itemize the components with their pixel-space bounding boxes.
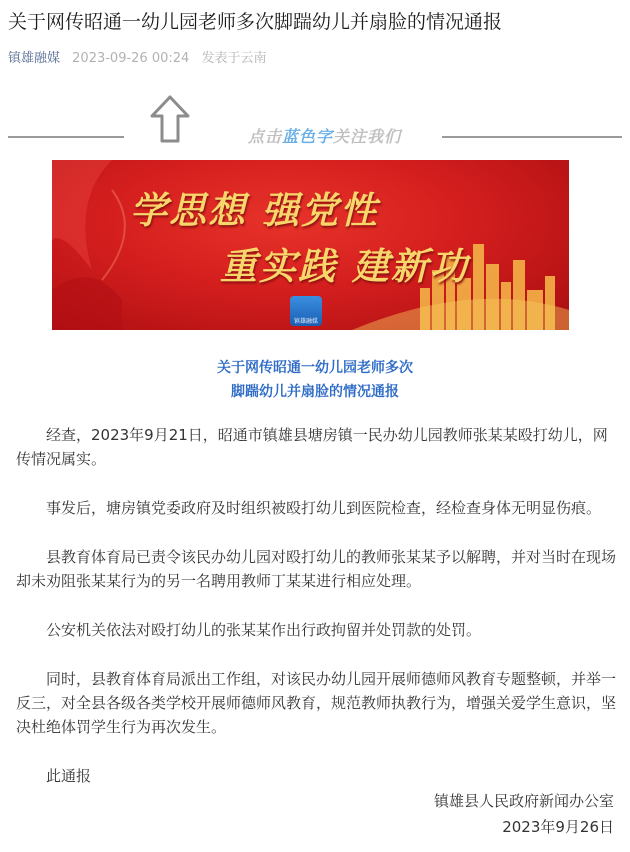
divider-right — [442, 136, 622, 138]
media-logo-icon — [290, 296, 322, 326]
paragraph-police: 公安机关依法对殴打幼儿的张某某作出行政拘留并处罚款的处罚。 — [46, 621, 482, 639]
banner-slogan-line1: 学思想 强党性 — [130, 188, 379, 232]
paragraph-rectification: 同时，县教育体育局派出工作组，对该民办幼儿园开展师德师风教育专题整顿，并举一反三，对全县各级各类学校开展师德师风教育，规范教师执教行为，增强关爱学生意识，坚决杜绝体罚学生行为再次发生。 — [16, 670, 617, 736]
paragraph-closing: 此通报 — [46, 767, 92, 785]
publish-location: 发表于云南 — [201, 51, 267, 66]
banner-slogan-line2: 重实践 建新功 — [220, 244, 469, 288]
paragraph-dismissal: 县教育体育局已责令该民办幼儿园对殴打幼儿的教师张某某予以解聘，并对当时在现场却未劝阻张某某行为的另一名聘用教师丁某某进行相应处理。 — [16, 548, 617, 590]
notice-heading-line2: 脚踹幼儿并扇脸的情况通报 — [231, 384, 399, 400]
paragraph-medical-check: 事发后，塘房镇党委政府及时组织被殴打幼儿到医院检查，经检查身体无明显伤痕。 — [46, 499, 602, 517]
follow-us-text[interactable] — [248, 124, 401, 147]
article-title: 关于网传昭通一幼儿园老师多次脚踹幼儿并扇脸的情况通报 — [8, 11, 503, 33]
signature-organization: 镇雄县人民政府新闻办公室 — [433, 792, 614, 810]
notice-heading — [8, 356, 622, 404]
signature-date: 2023年9月26日 — [502, 818, 614, 836]
follow-text-after: 关注我们 — [333, 127, 402, 146]
notice-heading-line1: 关于网传昭通一幼儿园老师多次 — [217, 360, 413, 376]
paragraph-investigation: 经查，2023年9月21日，昭通市镇雄县塘房镇一民办幼儿园教师张某某殴打幼儿，网传情况属实。 — [16, 426, 608, 468]
follow-text-before: 点击 — [248, 127, 283, 146]
publish-date: 2023-09-26 00:24 — [72, 51, 190, 66]
header-banner-image — [52, 160, 569, 330]
account-name-link[interactable]: 镇雄融媒 — [8, 51, 61, 66]
divider-left — [8, 136, 124, 138]
up-arrow-icon — [148, 94, 192, 144]
logo-label: 镇雄融媒 — [293, 318, 318, 325]
article-meta — [8, 50, 266, 68]
follow-prompt — [8, 92, 622, 152]
follow-text-blue: 蓝色字 — [282, 127, 334, 146]
